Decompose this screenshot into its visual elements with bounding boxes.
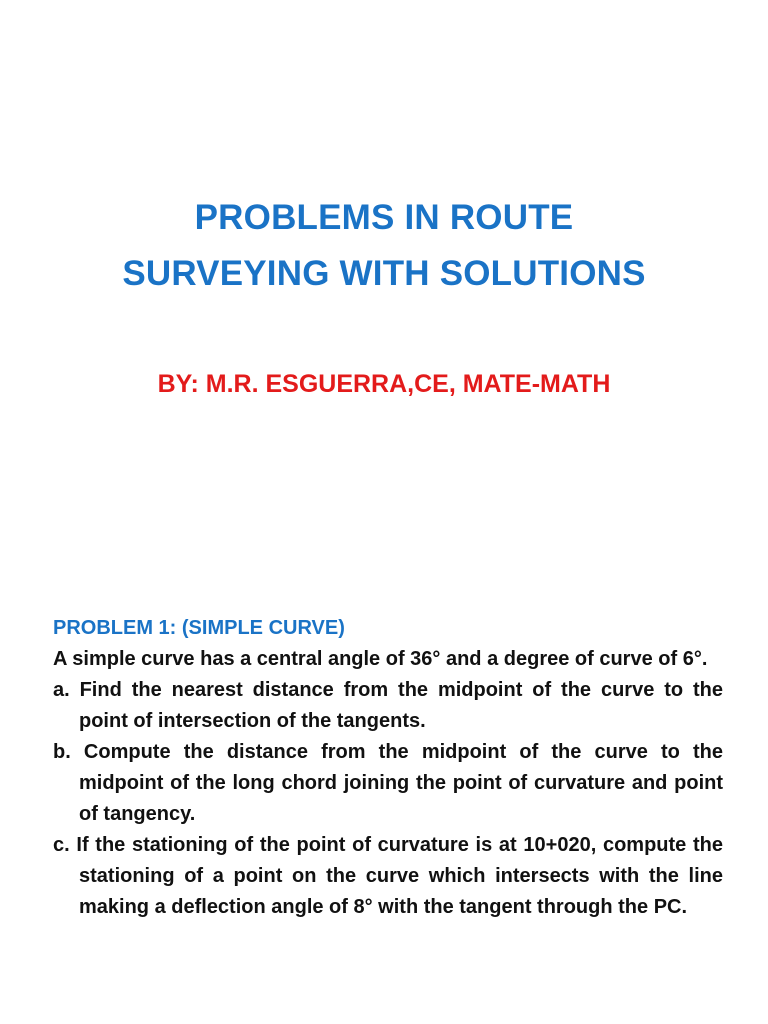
- item-text-a: Find the nearest distance from the midpoint of the curve to the point of intersection of the tangents.: [79, 679, 723, 732]
- item-text-c: If the stationing of the point of curvature is at 10+020, compute the stationing of a point on the curve which intersects with the line making a deflection angle of 8° with the tangent through the PC.: [76, 834, 723, 918]
- problem-intro: A simple curve has a central angle of 36° and a degree of curve of 6°.: [53, 648, 708, 670]
- title-line-1: PROBLEMS IN ROUTE: [194, 198, 574, 237]
- problem-item-c: [53, 830, 723, 923]
- problem-item-a: [53, 675, 723, 737]
- item-marker-a: a.: [53, 679, 70, 701]
- item-text-b: Compute the distance from the midpoint of the curve to the midpoint of the long chord joining the point of curvature and point of tangency.: [79, 741, 724, 825]
- problem-block: [53, 612, 723, 923]
- item-marker-b: b.: [53, 741, 71, 763]
- author-byline: BY: M.R. ESGUERRA,CE, MATE-MATH: [157, 370, 611, 398]
- problem-heading: PROBLEM 1: (SIMPLE CURVE): [53, 617, 345, 639]
- problem-item-b: [53, 737, 723, 830]
- document-title: [0, 190, 768, 302]
- title-line-2: SURVEYING WITH SOLUTIONS: [122, 254, 646, 293]
- item-marker-c: c.: [53, 834, 70, 856]
